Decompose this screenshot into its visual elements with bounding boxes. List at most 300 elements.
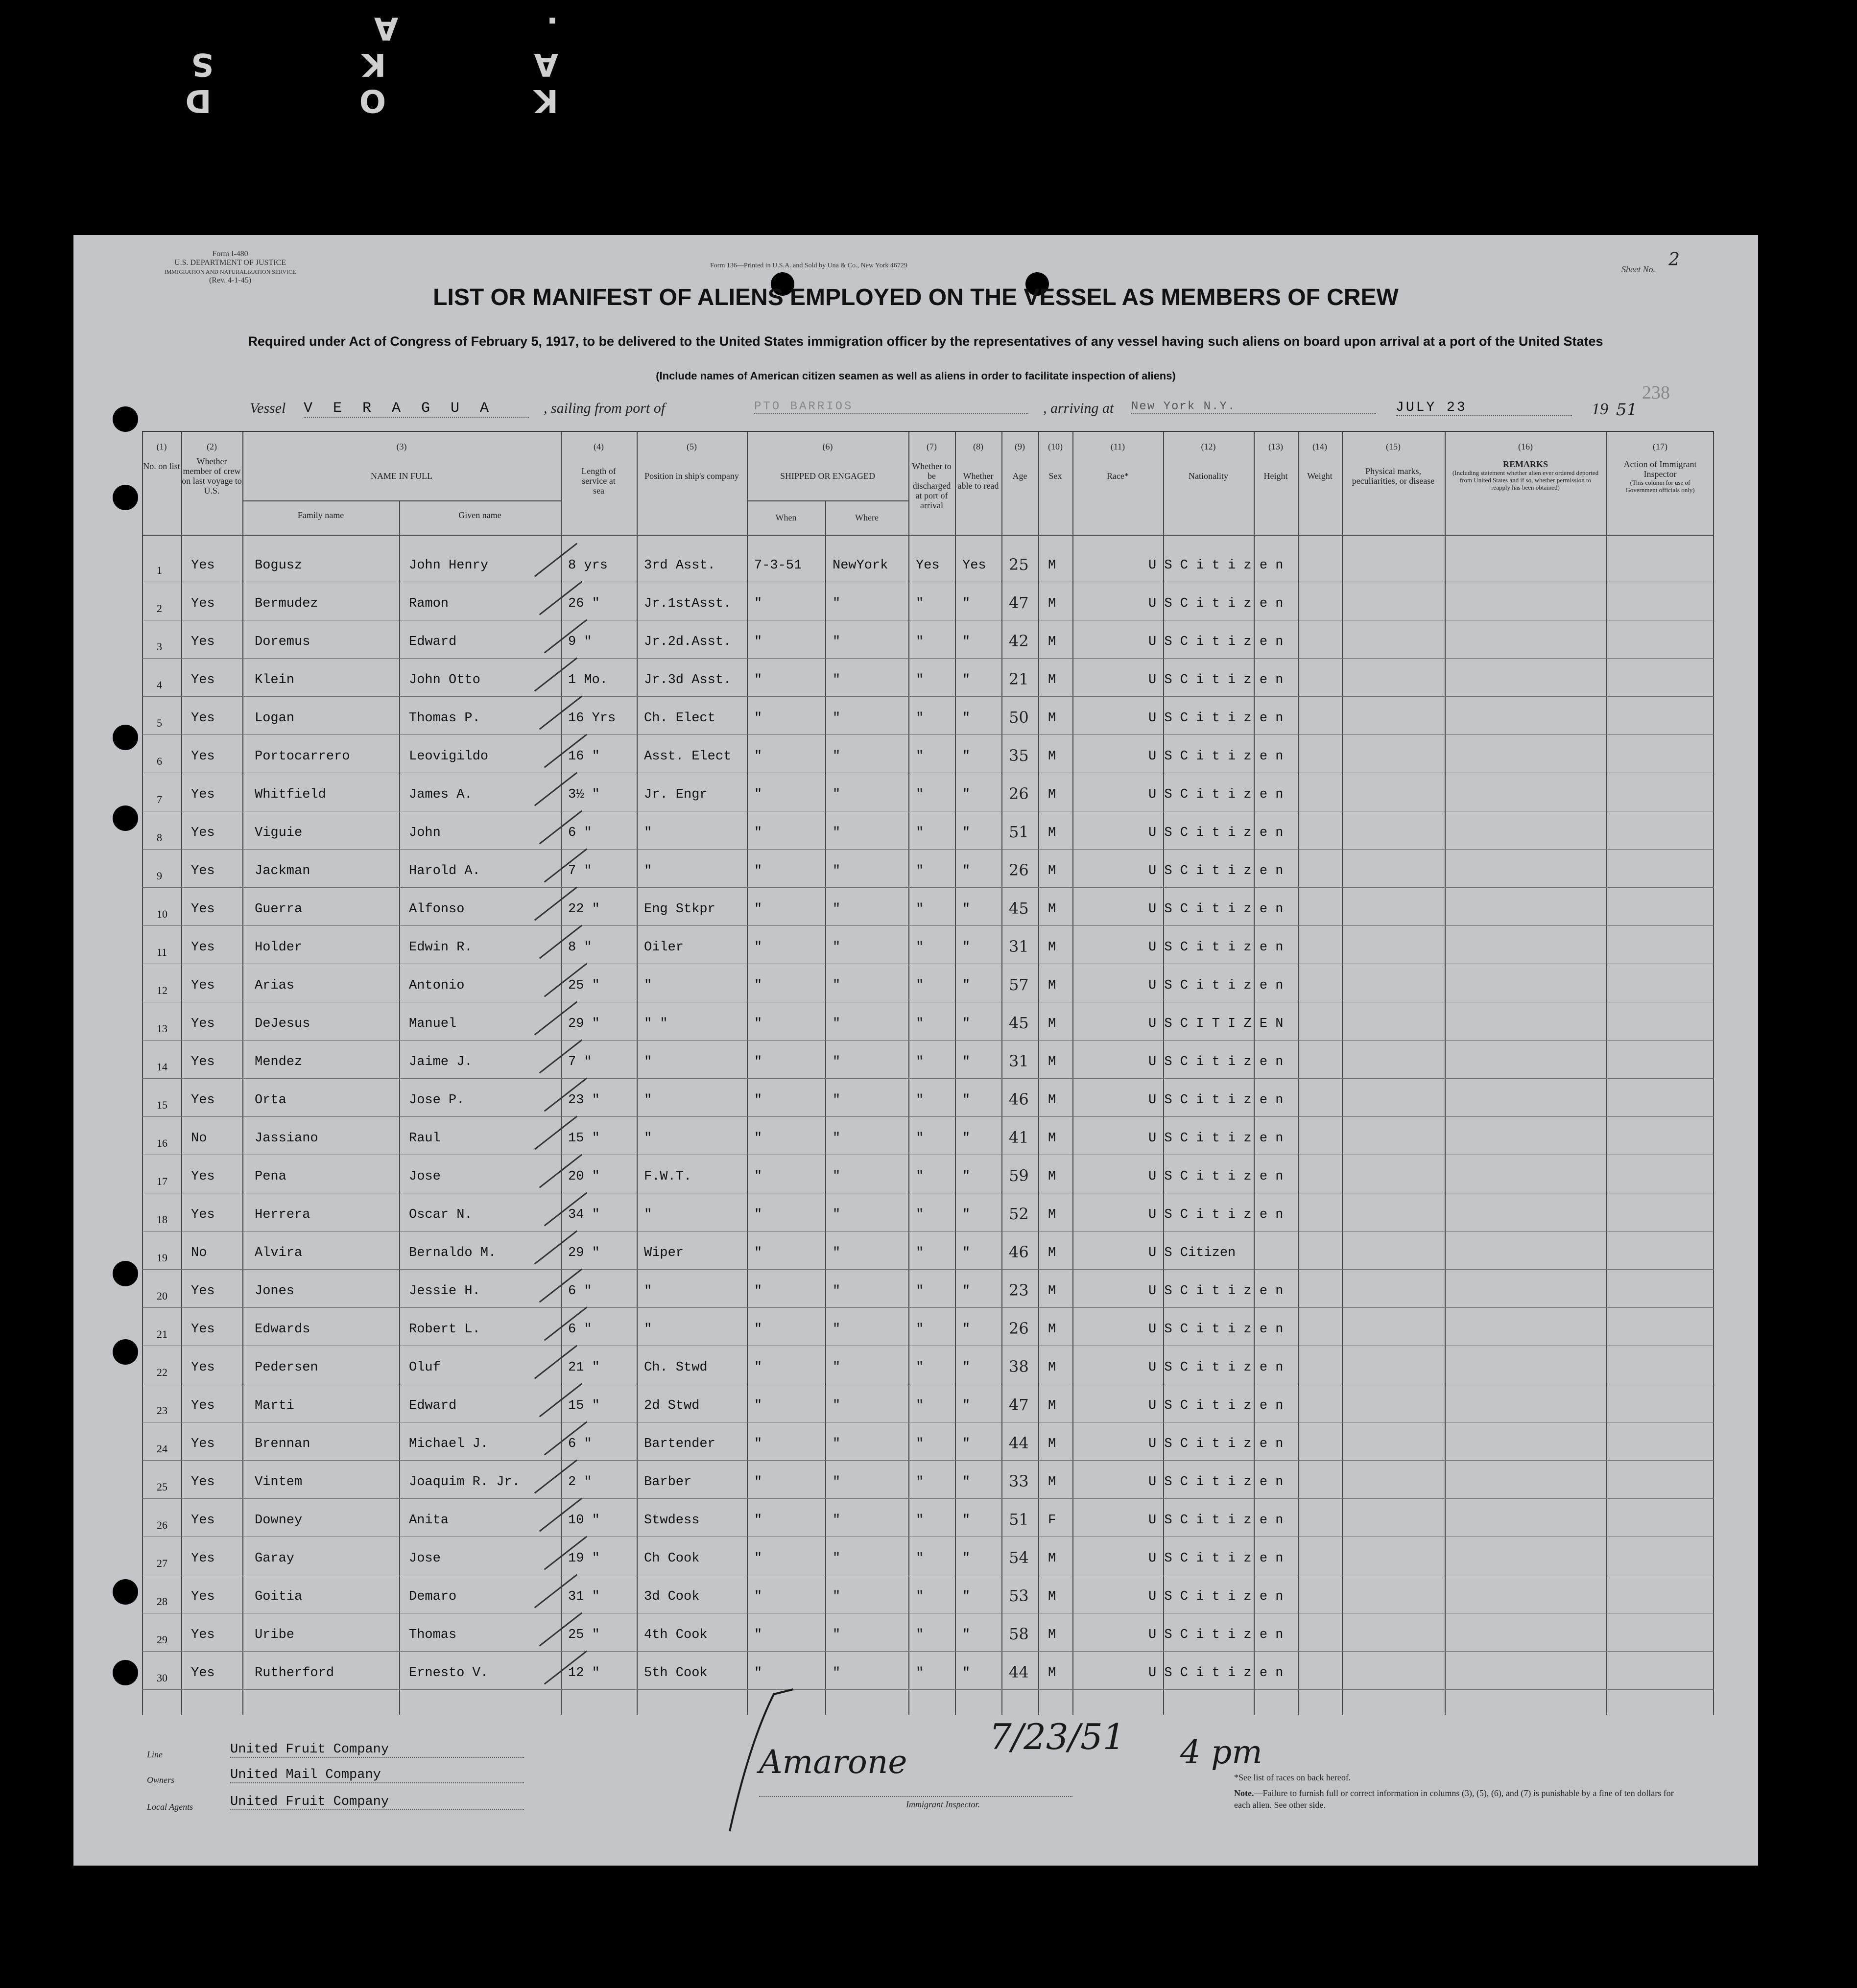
form-number: Form I-480 <box>212 250 248 258</box>
age-cell: 33 <box>1009 1472 1029 1491</box>
shipped-where-cell: " <box>833 1093 841 1108</box>
sex-cell: M <box>1048 826 1056 840</box>
shipped-when-cell: " <box>754 1475 762 1490</box>
last-voyage-cell: Yes <box>191 1513 215 1528</box>
position-cell: " <box>644 864 652 878</box>
service-length-cell: 9 " <box>568 635 592 649</box>
service-length-cell: 8 " <box>568 940 592 955</box>
vessel-name: V E R A G U A <box>304 400 529 418</box>
shipped-where-cell: " <box>833 1017 841 1031</box>
family-name-cell: Jassiano <box>255 1131 318 1146</box>
table-row <box>142 735 1714 773</box>
able-to-read-cell: " <box>962 596 971 611</box>
sex-cell: M <box>1048 749 1056 764</box>
service-length-cell: 6 " <box>568 1284 592 1299</box>
film-edge <box>0 0 1857 118</box>
col-6-header: (6) SHIPPED OR ENGAGED <box>780 442 875 481</box>
arriving-port: New York N.Y. <box>1131 400 1376 414</box>
service-length-cell: 20 " <box>568 1169 600 1184</box>
given-name-cell: Oscar N. <box>409 1207 473 1222</box>
given-name-cell: James A. <box>409 787 473 802</box>
table-row <box>142 1652 1714 1690</box>
family-name-cell: Edwards <box>255 1322 310 1337</box>
family-name-cell: Bermudez <box>255 596 318 611</box>
shipped-when-cell: " <box>754 1513 762 1528</box>
sex-cell: M <box>1048 1169 1056 1184</box>
able-to-read-cell: " <box>962 1093 971 1108</box>
shipped-when-cell: " <box>754 1207 762 1222</box>
nationality-cell: U S C i t i z e n <box>1148 1475 1284 1490</box>
sex-cell: M <box>1048 1628 1056 1642</box>
signature-line <box>759 1796 1072 1797</box>
age-cell: 31 <box>1009 937 1029 956</box>
age-cell: 44 <box>1009 1663 1029 1681</box>
able-to-read-cell: " <box>962 1666 971 1680</box>
age-cell: 42 <box>1009 632 1029 650</box>
table-row <box>142 544 1714 582</box>
printer-line: Form 136—Printed in U.S.A. and Sold by Una & Co., New York 46729 <box>710 262 907 269</box>
crew-table <box>142 431 1714 1715</box>
family-name-cell: Goitia <box>255 1589 303 1604</box>
able-to-read-cell: " <box>962 1551 971 1566</box>
year-prefix: 19 <box>1592 400 1608 418</box>
col-9-header: (9) Age <box>1012 442 1027 481</box>
service-length-cell: 19 " <box>568 1551 600 1566</box>
service-length-cell: 10 " <box>568 1513 600 1528</box>
service-length-cell: 15 " <box>568 1398 600 1413</box>
discharged-cell: " <box>916 673 924 687</box>
discharged-cell: " <box>916 1513 924 1528</box>
given-name-cell: Raul <box>409 1131 441 1146</box>
port-of-departure: PTO BARRIOS <box>754 400 1028 414</box>
age-cell: 26 <box>1009 784 1029 803</box>
line-value: United Fruit Company <box>230 1742 524 1758</box>
position-cell: " <box>644 1131 652 1146</box>
nationality-cell: U S C i t i z e n <box>1148 1360 1284 1375</box>
position-cell: 4th Cook <box>644 1628 708 1642</box>
nationality-cell: U S C i t i z e n <box>1148 1284 1284 1299</box>
nationality-cell: U S C i t i z e n <box>1148 673 1284 687</box>
shipped-where-cell: " <box>833 1322 841 1337</box>
signature-time: 4 pm <box>1180 1733 1262 1771</box>
shipped-where-cell: " <box>833 902 841 917</box>
row-number: 24 <box>157 1443 167 1455</box>
inspector-label: Immigrant Inspector. <box>906 1799 980 1809</box>
nationality-cell: U S C i t i z e n <box>1148 1093 1284 1108</box>
sex-cell: M <box>1048 1131 1056 1146</box>
film-edge-mark: K O D A K S . A <box>117 10 558 118</box>
col-6-when-header: When <box>775 513 797 522</box>
col-12-header: (12) Nationality <box>1189 442 1228 481</box>
nationality-cell: U S C i t i z e n <box>1148 596 1284 611</box>
given-name-cell: Jaime J. <box>409 1055 473 1069</box>
sex-cell: M <box>1048 1322 1056 1337</box>
given-name-cell: Edward <box>409 1398 457 1413</box>
last-voyage-cell: Yes <box>191 1666 215 1680</box>
binder-hole <box>113 1579 138 1605</box>
position-cell: Jr. Engr <box>644 787 708 802</box>
row-number: 10 <box>157 908 167 920</box>
shipped-where-cell: " <box>833 978 841 993</box>
vessel-line <box>73 394 1758 424</box>
last-voyage-cell: Yes <box>191 1284 215 1299</box>
position-cell: 3rd Asst. <box>644 558 715 573</box>
last-voyage-cell: Yes <box>191 902 215 917</box>
shipped-where-cell: " <box>833 1589 841 1604</box>
shipped-where-cell: " <box>833 1246 841 1260</box>
family-name-cell: Uribe <box>255 1628 295 1642</box>
row-number: 11 <box>157 946 167 958</box>
discharged-cell: " <box>916 1169 924 1184</box>
sheet-number: 2 <box>1668 250 1680 270</box>
binder-hole <box>113 1339 138 1365</box>
discharged-cell: " <box>916 1131 924 1146</box>
shipped-where-cell: " <box>833 1628 841 1642</box>
last-voyage-cell: Yes <box>191 596 215 611</box>
row-number: 29 <box>157 1633 167 1646</box>
binder-hole <box>113 1660 138 1685</box>
age-cell: 59 <box>1009 1166 1029 1185</box>
table-row <box>142 850 1714 888</box>
service-length-cell: 12 " <box>568 1666 600 1680</box>
age-cell: 21 <box>1009 670 1029 688</box>
age-cell: 57 <box>1009 975 1029 994</box>
shipped-when-cell: " <box>754 1628 762 1642</box>
sex-cell: M <box>1048 787 1056 802</box>
position-cell: " " <box>644 1017 668 1031</box>
age-cell: 26 <box>1009 1319 1029 1338</box>
shipped-where-cell: " <box>833 596 841 611</box>
shipped-when-cell: " <box>754 1246 762 1260</box>
last-voyage-cell: Yes <box>191 1398 215 1413</box>
sex-cell: M <box>1048 864 1056 878</box>
sex-cell: M <box>1048 1360 1056 1375</box>
shipped-where-cell: " <box>833 673 841 687</box>
shipped-when-cell: " <box>754 635 762 649</box>
service-length-cell: 26 " <box>568 596 600 611</box>
discharged-cell: " <box>916 1666 924 1680</box>
table-row <box>142 888 1714 926</box>
able-to-read-cell: " <box>962 749 971 764</box>
col-16-header: (16) REMARKS (Including statement whether alien ever ordered deported from United States and if so, whether permission to reapply has been obtained) <box>1452 442 1599 491</box>
table-row <box>142 621 1714 659</box>
given-name-cell: Edward <box>409 635 457 649</box>
shipped-where-cell: " <box>833 1398 841 1413</box>
last-voyage-cell: Yes <box>191 1437 215 1451</box>
family-name-cell: Orta <box>255 1093 286 1108</box>
sex-cell: M <box>1048 1551 1056 1566</box>
shipped-when-cell: " <box>754 826 762 840</box>
last-voyage-cell: No <box>191 1131 207 1146</box>
service-length-cell: 2 " <box>568 1475 592 1490</box>
table-row <box>142 1538 1714 1575</box>
able-to-read-cell: " <box>962 1207 971 1222</box>
position-cell: Asst. Elect <box>644 749 732 764</box>
row-number: 8 <box>157 831 162 844</box>
discharged-cell: " <box>916 1055 924 1069</box>
shipped-when-cell: " <box>754 787 762 802</box>
family-name-cell: Brennan <box>255 1437 310 1451</box>
nationality-cell: U S C i t i z e n <box>1148 1131 1284 1146</box>
age-cell: 31 <box>1009 1052 1029 1070</box>
given-name-cell: Harold A. <box>409 864 480 878</box>
shipped-when-cell: " <box>754 749 762 764</box>
manifest-page <box>73 235 1758 1866</box>
shipped-when-cell: " <box>754 1589 762 1604</box>
row-number: 7 <box>157 793 162 805</box>
sex-cell: M <box>1048 1055 1056 1069</box>
table-row <box>142 1003 1714 1041</box>
position-cell: " <box>644 1322 652 1337</box>
last-voyage-cell: Yes <box>191 787 215 802</box>
shipped-where-cell: " <box>833 864 841 878</box>
given-name-cell: John <box>409 826 441 840</box>
signature-flourish <box>720 1684 798 1841</box>
shipped-when-cell: " <box>754 1360 762 1375</box>
position-cell: Stwdess <box>644 1513 700 1528</box>
table-row <box>142 1270 1714 1308</box>
last-voyage-cell: Yes <box>191 711 215 726</box>
service-length-cell: 22 " <box>568 902 600 917</box>
table-row <box>142 812 1714 850</box>
local-agents-label: Local Agents <box>147 1802 193 1812</box>
age-cell: 53 <box>1009 1586 1029 1605</box>
table-row <box>142 1347 1714 1384</box>
shipped-where-cell: " <box>833 1513 841 1528</box>
last-voyage-cell: Yes <box>191 673 215 687</box>
header-subline <box>747 500 908 501</box>
able-to-read-cell: " <box>962 902 971 917</box>
given-name-cell: Alfonso <box>409 902 465 917</box>
table-row <box>142 1461 1714 1499</box>
nationality-cell: U S C i t i z e n <box>1148 635 1284 649</box>
position-cell: 2d Stwd <box>644 1398 700 1413</box>
discharged-cell: " <box>916 1589 924 1604</box>
able-to-read-cell: " <box>962 826 971 840</box>
row-number: 25 <box>157 1481 167 1493</box>
sex-cell: F <box>1048 1513 1056 1528</box>
service-length-cell: 15 " <box>568 1131 600 1146</box>
given-name-cell: Ramon <box>409 596 449 611</box>
row-number: 5 <box>157 717 162 729</box>
family-name-cell: Logan <box>255 711 295 726</box>
shipped-when-cell: " <box>754 1666 762 1680</box>
shipped-where-cell: " <box>833 749 841 764</box>
nationality-cell: U S C i t i z e n <box>1148 749 1284 764</box>
form-id-block <box>147 250 313 285</box>
able-to-read-cell: " <box>962 940 971 955</box>
row-number: 1 <box>157 564 162 576</box>
shipped-when-cell: " <box>754 711 762 726</box>
service-length-cell: 29 " <box>568 1246 600 1260</box>
position-cell: " <box>644 1055 652 1069</box>
col-3-family-header: Family name <box>297 510 344 520</box>
family-name-cell: Jackman <box>255 864 310 878</box>
discharged-cell: " <box>916 1551 924 1566</box>
col-3-given-header: Given name <box>458 510 501 520</box>
table-row <box>142 1499 1714 1537</box>
given-name-cell: John Henry <box>409 558 489 573</box>
sex-cell: M <box>1048 1437 1056 1451</box>
able-to-read-cell: " <box>962 1589 971 1604</box>
arriving-label: , arriving at <box>1043 400 1114 416</box>
given-name-cell: Bernaldo M. <box>409 1246 497 1260</box>
family-name-cell: Doremus <box>255 635 310 649</box>
sex-cell: M <box>1048 635 1056 649</box>
given-name-cell: Jose <box>409 1169 441 1184</box>
shipped-where-cell: " <box>833 1169 841 1184</box>
discharged-cell: " <box>916 1628 924 1642</box>
row-number: 20 <box>157 1290 167 1302</box>
discharged-cell: " <box>916 749 924 764</box>
able-to-read-cell: " <box>962 978 971 993</box>
row-number: 21 <box>157 1328 167 1340</box>
family-name-cell: Rutherford <box>255 1666 334 1680</box>
penalty-note: Note.—Failure to furnish full or correct information in columns (3), (5), (6), and (7) is punishable by a fine of ten dollars for each alien. See other side. <box>1234 1788 1674 1810</box>
nationality-cell: U S C i t i z e n <box>1148 826 1284 840</box>
shipped-when-cell: " <box>754 940 762 955</box>
nationality-cell: U S C i t i z e n <box>1148 940 1284 955</box>
table-row <box>142 1232 1714 1270</box>
table-row <box>142 1156 1714 1193</box>
row-number: 6 <box>157 755 162 767</box>
row-number: 14 <box>157 1061 167 1073</box>
nationality-cell: U S C i t i z e n <box>1148 864 1284 878</box>
able-to-read-cell: " <box>962 1628 971 1642</box>
able-to-read-cell: " <box>962 673 971 687</box>
position-cell: Jr.2d.Asst. <box>644 635 732 649</box>
last-voyage-cell: Yes <box>191 1055 215 1069</box>
family-name-cell: Herrera <box>255 1207 310 1222</box>
race-footnote: *See list of races on back hereof. <box>1234 1773 1351 1782</box>
given-name-cell: Oluf <box>409 1360 441 1375</box>
family-name-cell: Pedersen <box>255 1360 318 1375</box>
col-4-header: (4) Length of service at sea <box>581 442 616 496</box>
table-row <box>142 965 1714 1002</box>
discharged-cell: " <box>916 1398 924 1413</box>
discharged-cell: " <box>916 787 924 802</box>
family-name-cell: Jones <box>255 1284 295 1299</box>
year-value: 51 <box>1616 400 1638 420</box>
service: IMMIGRATION AND NATURALIZATION SERVICE <box>164 268 296 275</box>
col-11-header: (11) Race* <box>1107 442 1129 481</box>
family-name-cell: DeJesus <box>255 1017 310 1031</box>
shipped-when-cell: " <box>754 1093 762 1108</box>
sex-cell: M <box>1048 1589 1056 1604</box>
service-length-cell: 16 Yrs <box>568 711 616 726</box>
last-voyage-cell: Yes <box>191 1322 215 1337</box>
age-cell: 44 <box>1009 1434 1029 1452</box>
discharged-cell: " <box>916 1284 924 1299</box>
shipped-when-cell: " <box>754 1017 762 1031</box>
service-length-cell: 31 " <box>568 1589 600 1604</box>
age-cell: 26 <box>1009 861 1029 879</box>
nationality-cell: U S C i t i z e n <box>1148 1666 1284 1680</box>
row-number: 18 <box>157 1213 167 1226</box>
age-cell: 50 <box>1009 708 1029 727</box>
shipped-when-cell: " <box>754 978 762 993</box>
given-name-cell: Demaro <box>409 1589 457 1604</box>
service-length-cell: 6 " <box>568 826 592 840</box>
row-number: 4 <box>157 679 162 691</box>
position-cell: 3d Cook <box>644 1589 700 1604</box>
col-7-header: (7) Whether to be discharged at port of arrival <box>912 442 952 510</box>
shipped-when-cell: " <box>754 1398 762 1413</box>
header-subline <box>242 500 561 501</box>
table-row <box>142 697 1714 735</box>
table-row <box>142 1576 1714 1613</box>
last-voyage-cell: Yes <box>191 1360 215 1375</box>
able-to-read-cell: " <box>962 1131 971 1146</box>
row-number: 3 <box>157 640 162 653</box>
col-13-header: (13) Height <box>1263 442 1288 481</box>
able-to-read-cell: " <box>962 1322 971 1337</box>
shipped-where-cell: " <box>833 711 841 726</box>
age-cell: 38 <box>1009 1357 1029 1376</box>
shipped-where-cell: " <box>833 787 841 802</box>
nationality-cell: U S C i t i z e n <box>1148 1398 1284 1413</box>
sex-cell: M <box>1048 1398 1056 1413</box>
vessel-label: Vessel <box>250 400 286 416</box>
sex-cell: M <box>1048 558 1056 573</box>
age-cell: 25 <box>1009 555 1029 574</box>
service-length-cell: 6 " <box>568 1437 592 1451</box>
shipped-where-cell: " <box>833 1284 841 1299</box>
table-row <box>142 1308 1714 1346</box>
shipped-when-cell: " <box>754 1551 762 1566</box>
position-cell: Ch Cook <box>644 1551 700 1566</box>
last-voyage-cell: Yes <box>191 1169 215 1184</box>
position-cell: F.W.T. <box>644 1169 692 1184</box>
shipped-where-cell: " <box>833 1131 841 1146</box>
given-name-cell: Antonio <box>409 978 465 993</box>
service-length-cell: 25 " <box>568 1628 600 1642</box>
last-voyage-cell: Yes <box>191 978 215 993</box>
age-cell: 58 <box>1009 1625 1029 1643</box>
department: U.S. DEPARTMENT OF JUSTICE <box>174 259 286 267</box>
owners-label: Owners <box>147 1775 175 1785</box>
row-number: 9 <box>157 870 162 882</box>
position-cell: " <box>644 1207 652 1222</box>
col-2-header: (2) Whether member of crew on last voyage to U.S. <box>182 442 242 496</box>
nationality-cell: U S C i t i z e n <box>1148 1207 1284 1222</box>
last-voyage-cell: Yes <box>191 635 215 649</box>
local-agents-value: United Fruit Company <box>230 1795 524 1810</box>
table-row <box>142 583 1714 620</box>
able-to-read-cell: " <box>962 1513 971 1528</box>
age-cell: 23 <box>1009 1281 1029 1300</box>
family-name-cell: Vintem <box>255 1475 303 1490</box>
able-to-read-cell: " <box>962 711 971 726</box>
sex-cell: M <box>1048 1475 1056 1490</box>
last-voyage-cell: Yes <box>191 1017 215 1031</box>
shipped-when-cell: " <box>754 1437 762 1451</box>
shipped-where-cell: " <box>833 1360 841 1375</box>
discharged-cell: Yes <box>916 558 940 573</box>
form-title: LIST OR MANIFEST OF ALIENS EMPLOYED ON THE VESSEL AS MEMBERS OF CREW <box>433 284 1399 310</box>
table-row <box>142 1194 1714 1231</box>
sex-cell: M <box>1048 596 1056 611</box>
given-name-cell: Edwin R. <box>409 940 473 955</box>
able-to-read-cell: " <box>962 635 971 649</box>
family-name-cell: Whitfield <box>255 787 326 802</box>
row-number: 13 <box>157 1022 167 1035</box>
discharged-cell: " <box>916 1093 924 1108</box>
table-row <box>142 659 1714 697</box>
able-to-read-cell: Yes <box>962 558 986 573</box>
shipped-where-cell: " <box>833 1207 841 1222</box>
shipped-where-cell: " <box>833 1551 841 1566</box>
